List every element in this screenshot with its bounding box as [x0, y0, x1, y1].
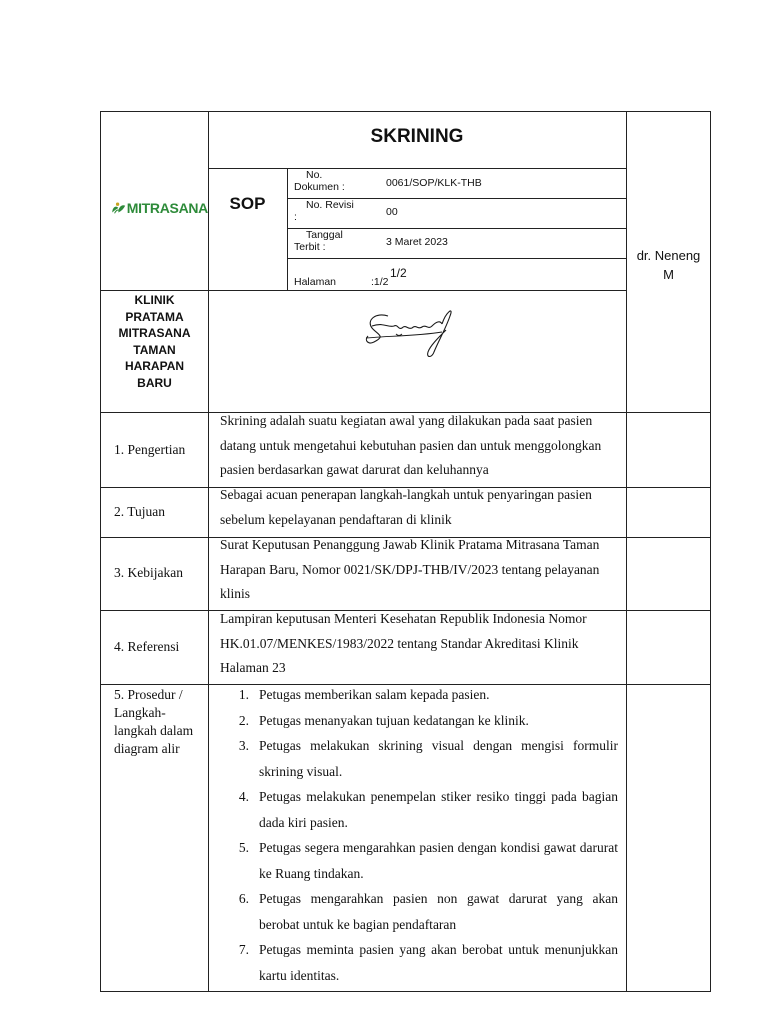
table-border-right [710, 111, 711, 991]
signature [358, 302, 458, 364]
title-divider [208, 168, 626, 169]
section-text-pengertian: Skrining adalah suatu kegiatan awal yang dilakukan pada saat pasien datang untuk mengetahui kebutuhan pasien dan untuk menggolongkan pasien berdasarkan gawat darurat dan keluhannya [220, 413, 602, 477]
no-revisi-label: No. Revisi : [294, 199, 354, 223]
procedure-steps [221, 682, 618, 988]
no-revisi-value: 00 [386, 206, 398, 218]
no-dokumen-value: 0061/SOP/KLK-THB [386, 177, 482, 189]
table-border-left [100, 111, 101, 991]
section-label-referensi: 4. Referensi [114, 639, 180, 654]
halaman-value: 1/2 [390, 266, 407, 280]
section-text-referensi: Lampiran keputusan Menteri Kesehatan Republik Indonesia Nomor HK.01.07/MENKES/1983/2022 tentang Standar Akreditasi Klinik Halaman 23 [220, 611, 587, 675]
procedure-step: 1. Petugas memberikan salam kepada pasien. [238, 687, 490, 702]
procedure-step: 3. Petugas melakukan skrining visual dengan mengisi formulir skrining visual. [238, 738, 618, 779]
header-divider [100, 290, 626, 291]
procedure-step: 5. Petugas segera mengarahkan pasien dengan kondisi gawat darurat ke Ruang tindakan. [238, 840, 618, 881]
halaman-label: Halaman [294, 276, 337, 288]
halaman-prefix: :1/2 [371, 276, 389, 288]
document-title: SKRINING [370, 126, 464, 147]
no-dokumen-label: No. Dokumen : [294, 169, 345, 193]
procedure-step: 6. Petugas mengarahkan pasien non gawat darurat yang akan berobat untuk ke bagian pendaftaran [238, 891, 618, 932]
clinic-logo [110, 196, 208, 220]
logo-text: MITRASANA [126, 200, 208, 216]
section-label-prosedur: 5. Prosedur / Langkah- langkah dalam diagram alir [114, 687, 194, 756]
leaf-logo-icon [110, 198, 127, 218]
col-divider-doctor [626, 111, 627, 991]
col-divider-meta [287, 168, 288, 290]
table-border-top [100, 111, 711, 112]
procedure-step: 4. Petugas melakukan penempelan stiker resiko tinggi pada bagian dada kiri pasien. [238, 789, 618, 830]
tanggal-terbit-value: 3 Maret 2023 [386, 236, 448, 248]
col-divider-logo [208, 111, 209, 991]
section-label-pengertian: 1. Pengertian [114, 442, 186, 457]
table-border-bottom [100, 991, 711, 992]
section-text-kebijakan: Surat Keputusan Penanggung Jawab Klinik Pratama Mitrasana Taman Harapan Baru, Nomor 0021/SK/DPJ-THB/IV/2023 tentang pelayanan klinis [220, 537, 600, 601]
clinic-name: KLINIK PRATAMA MITRASANA TAMAN HARAPAN BARU [118, 293, 191, 390]
tanggal-terbit-label: Tanggal Terbit : [294, 229, 343, 253]
sop-label: SOP [229, 194, 266, 213]
section-label-kebijakan: 3. Kebijakan [114, 565, 183, 580]
procedure-step: 7. Petugas meminta pasien yang akan berobat untuk menunjukkan kartu identitas. [238, 942, 618, 983]
doctor-name: dr. Neneng M [636, 248, 701, 282]
section-text-tujuan: Sebagai acuan penerapan langkah-langkah untuk penyaringan pasien sebelum kepelayanan pendaftaran di klinik [220, 487, 592, 527]
section-label-tujuan: 2. Tujuan [114, 504, 166, 519]
procedure-step: 2. Petugas menanyakan tujuan kedatangan ke klinik. [238, 712, 529, 728]
meta-row-divider-3 [287, 258, 626, 259]
